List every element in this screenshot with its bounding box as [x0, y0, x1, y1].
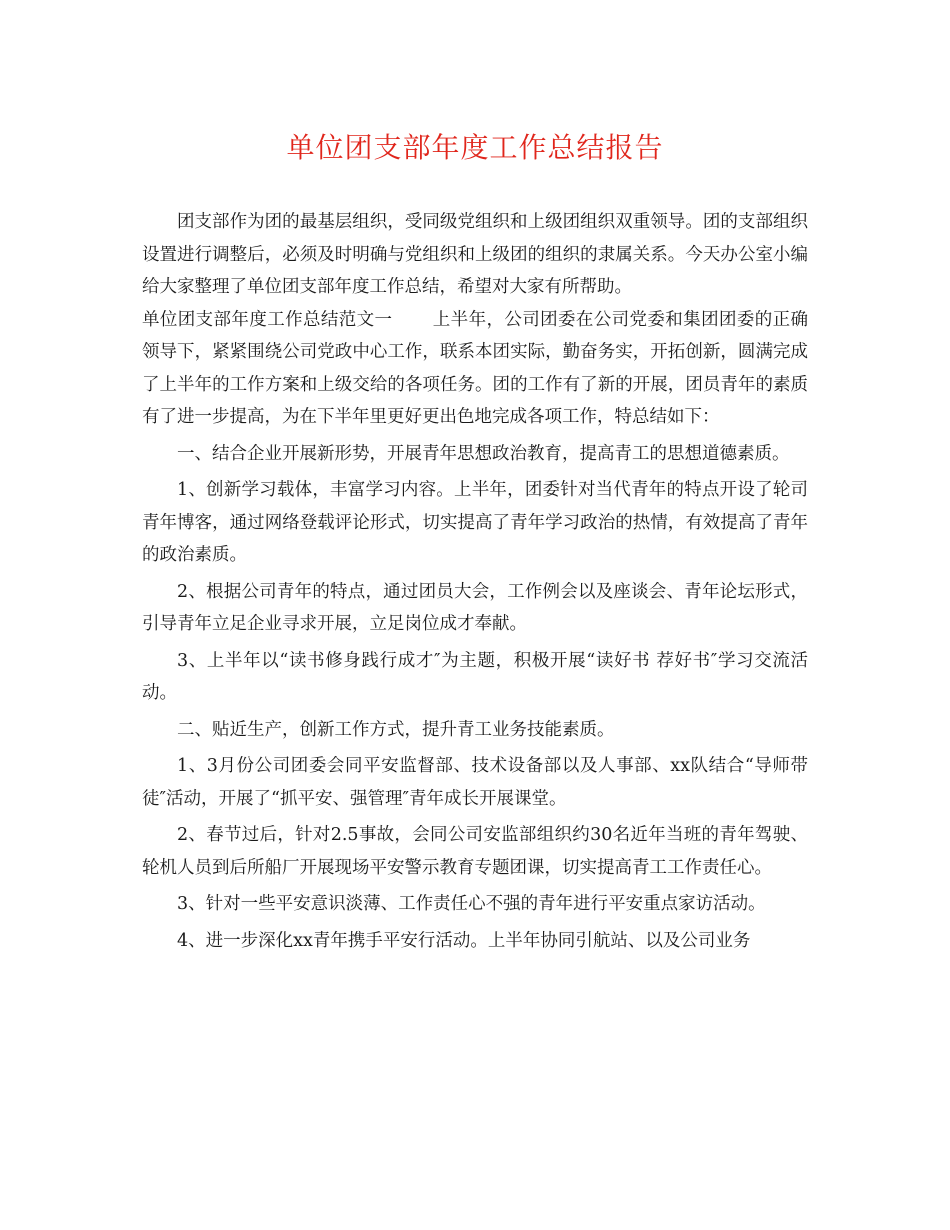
section-1-item-2: 2、根据公司青年的特点，通过团员大会，工作例会以及座谈会、青年论坛形式，引导青年立足企业寻求开展，立足岗位成才奉献。 — [142, 581, 808, 634]
sample-paragraph — [142, 304, 808, 434]
section-1-item-3: 3、上半年以“读书修身践行成才″为主题，积极开展“读好书 荐好书″学习交流活动。 — [142, 650, 808, 703]
section-1-heading: 一、结合企业开展新形势，开展青年思想政治教育，提高青工的思想道德素质。 — [177, 443, 790, 464]
document-body — [142, 206, 808, 957]
section-1-item-1: 1、创新学习载体，丰富学习内容。上半年，团委针对当代青年的特点开设了轮司青年博客，通过网络登载评论形式，切实提高了青年学习政治的热情，有效提高了青年的政治素质。 — [142, 480, 808, 565]
sample-text: 上半年，公司团委在公司党委和集团团委的正确领导下，紧紧围绕公司党政中心工作，联系本团实际，勤奋务实，开拓创新，圆满完成了上半年的工作方案和上级交给的各项任务。团的工作有了新的开展，团员青年的素质有了进一步提高，为在下半年里更好更出色地完成各项工作，特总结如下： — [142, 309, 809, 427]
section-2-item-3: 3、针对一些平安意识淡薄、工作责任心不强的青年进行平安重点家访活动。 — [177, 894, 766, 914]
section-2-item-2: 2、春节过后，针对2.5事故，会同公司安监部组织约30名近年当班的青年驾驶、轮机人员到后所船厂开展现场平安警示教育专题团课，切实提高青工工作责任心。 — [142, 825, 808, 878]
intro-paragraph: 团支部作为团的最基层组织，受同级党组织和上级团组织双重领导。团的支部组织设置进行调整后，必须及时明确与党组织和上级团的组织的隶属关系。今天办公室小编给大家整理了单位团支部年度工作总结，希望对大家有所帮助。 — [142, 212, 808, 297]
section-2-item-4: 4、进一步深化xx青年携手平安行活动。上半年协同引航站、以及公司业务 — [177, 930, 751, 951]
sample-label: 单位团支部年度工作总结范文一 — [142, 309, 393, 330]
section-2-heading: 二、贴近生产，创新工作方式，提升青工业务技能素质。 — [177, 719, 615, 740]
document-title: 单位团支部年度工作总结报告 — [286, 131, 664, 164]
section-2-item-1: 1、3月份公司团委会同平安监督部、技术设备部以及人事部、xx队结合“导师带徒″活动，开展了“抓平安、强管理″青年成长开展课堂。 — [142, 756, 808, 809]
